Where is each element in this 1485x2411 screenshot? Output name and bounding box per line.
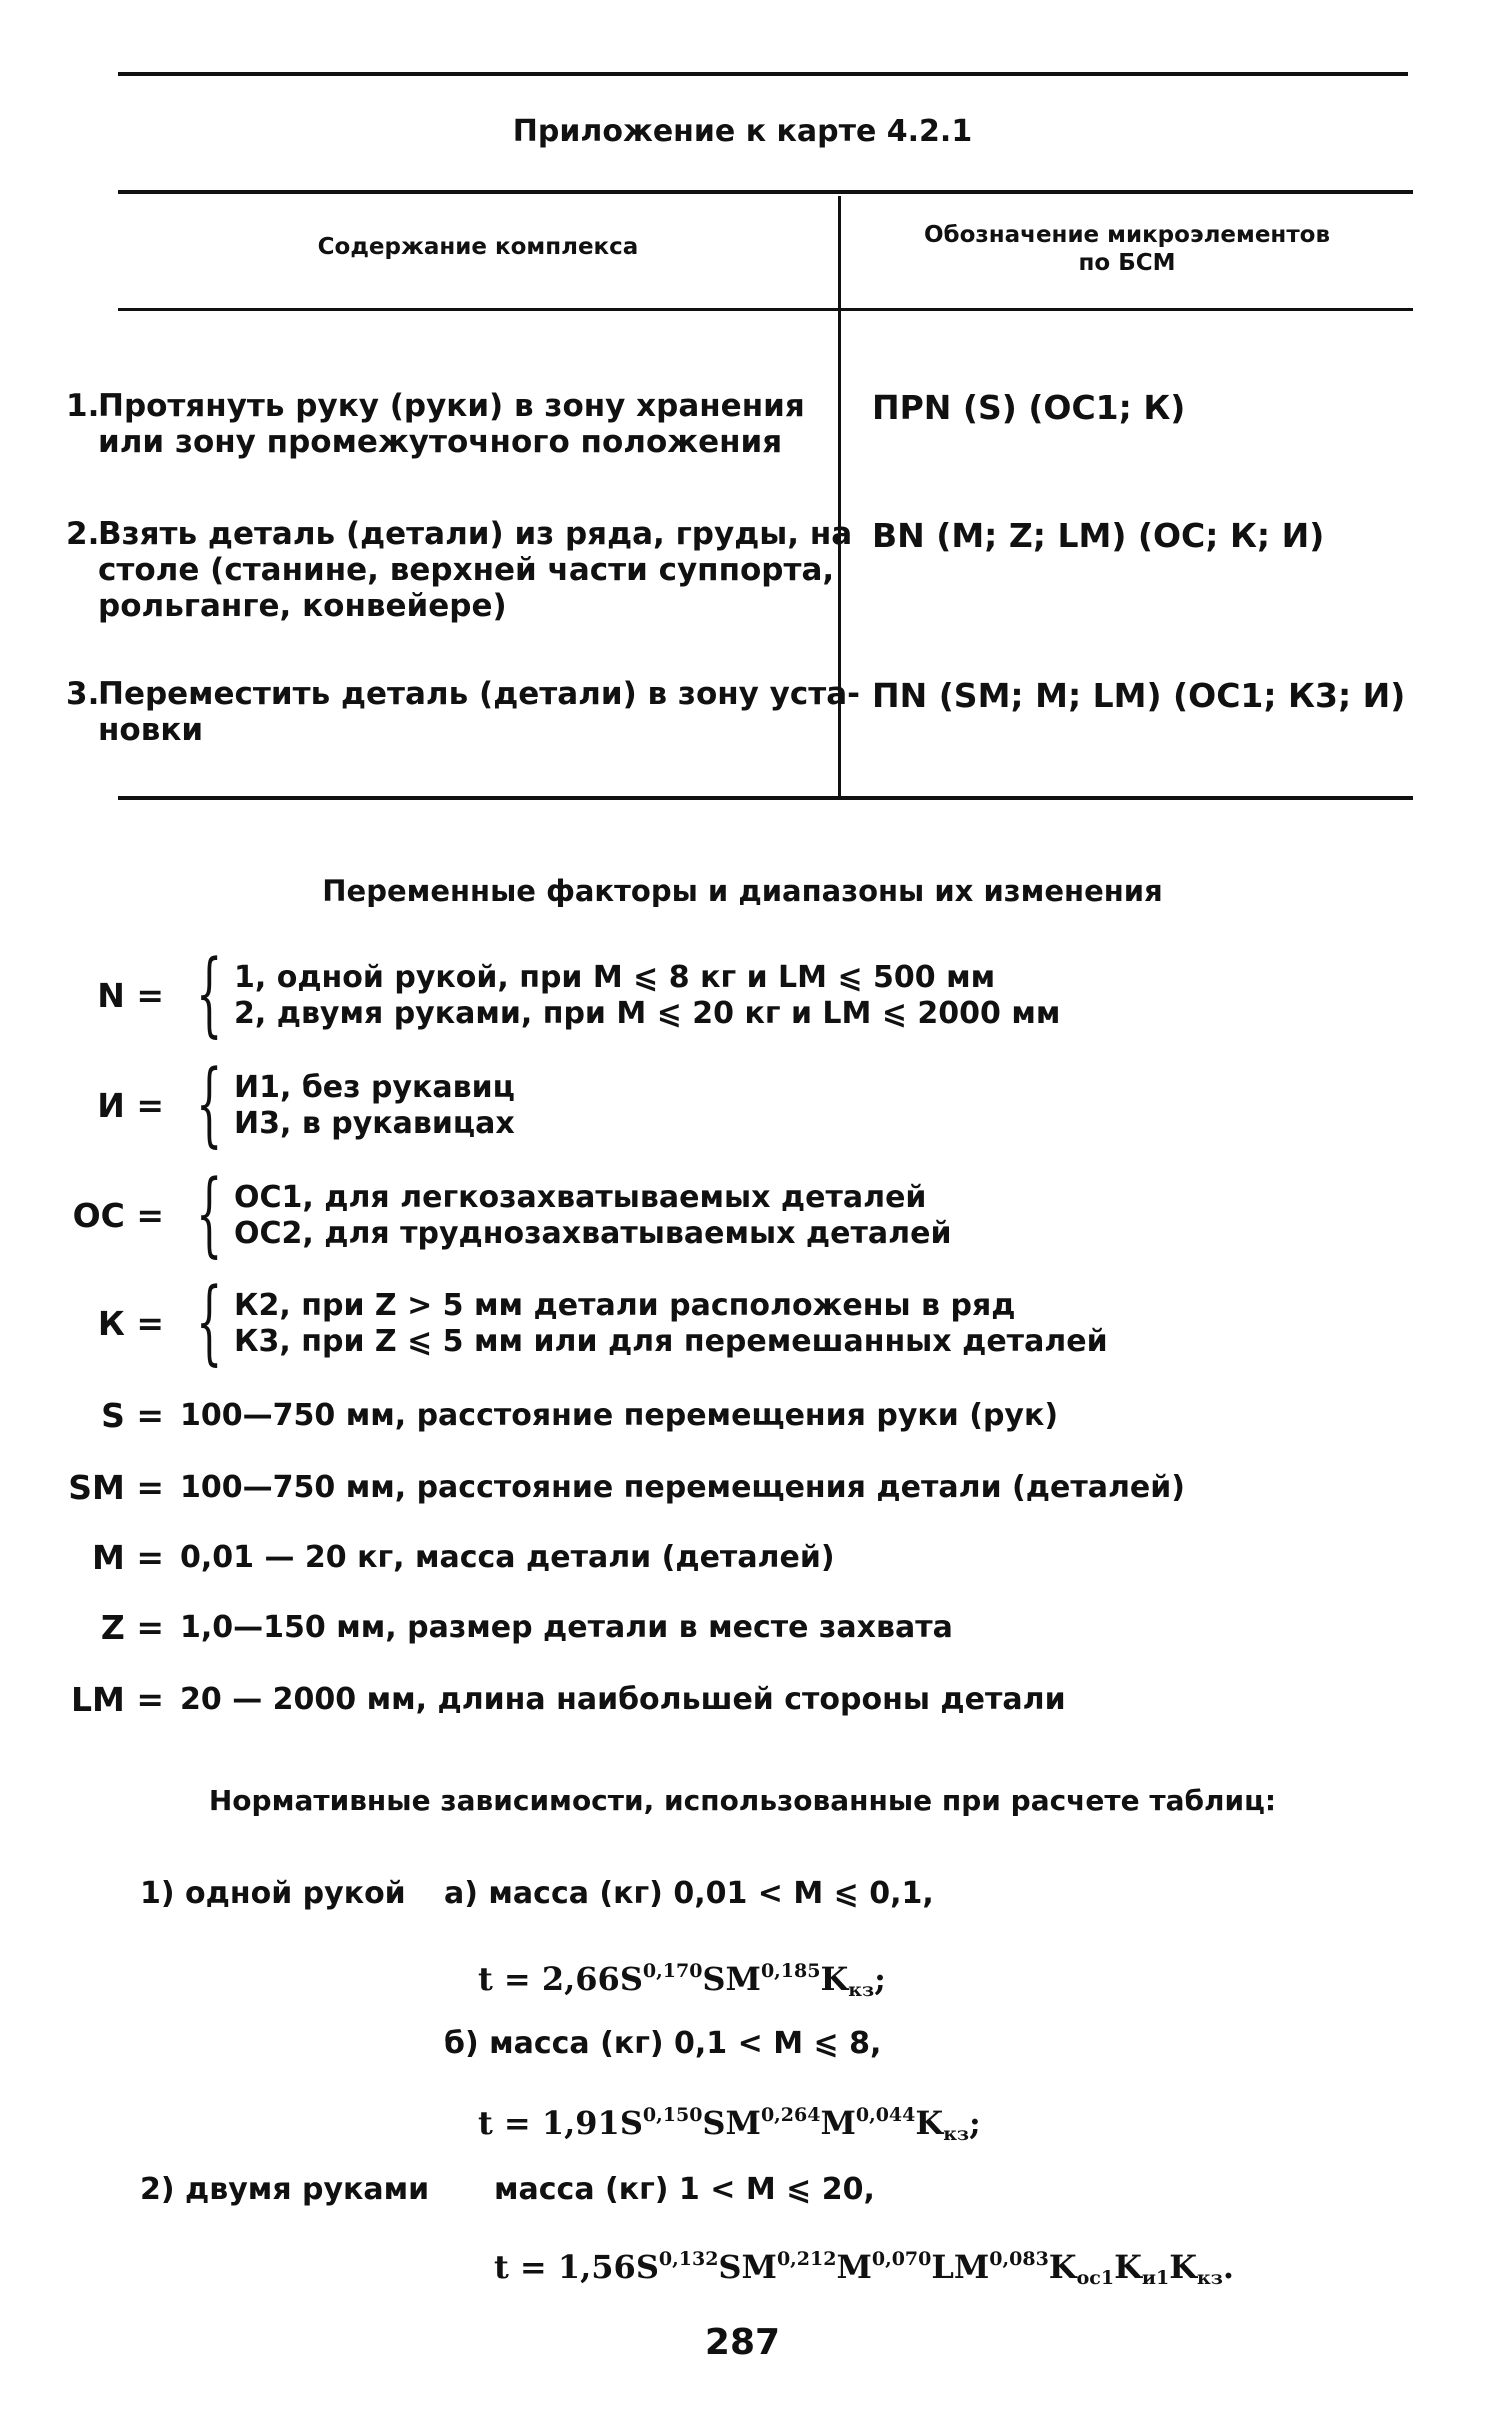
factor-i-label: И = <box>97 1086 164 1125</box>
factor-k-brace: { <box>196 1268 223 1375</box>
factor-k-option-2: К3, при Z ⩽ 5 мм или для перемешанных деталей <box>234 1324 1108 1359</box>
column-header-codes-line1: Обозначение микроэлементов <box>923 222 1331 248</box>
table-row-3-line-2: новки <box>98 712 204 748</box>
factor-n-option-2: 2, двумя руками, при M ⩽ 20 кг и LM ⩽ 2000 мм <box>234 996 1061 1031</box>
appendix-title: Приложение к карте 4.2.1 <box>512 114 973 149</box>
table-row-3-number: 3. <box>66 676 100 712</box>
range-lm-label: LM = <box>70 1680 164 1719</box>
top-rule <box>118 72 1408 76</box>
table-row-1-code: ПРN (S) (ОС1; К) <box>872 388 1186 427</box>
factor-os-option-2: ОС2, для труднозахватываемых деталей <box>234 1216 952 1251</box>
case-1a-condition: а) масса (кг) 0,01 < M ⩽ 0,1, <box>444 1876 934 1911</box>
factor-n-brace: { <box>196 940 223 1047</box>
range-lm-text: 20 — 2000 мм, длина наибольшей стороны детали <box>180 1682 1066 1717</box>
table-row-3-line-1: Переместить деталь (детали) в зону уста- <box>98 676 860 712</box>
case-2-condition: масса (кг) 1 < M ⩽ 20, <box>494 2172 875 2207</box>
range-s-label: S = <box>101 1396 164 1435</box>
range-z-label: Z = <box>100 1608 164 1647</box>
range-m-text: 0,01 — 20 кг, масса детали (деталей) <box>180 1540 835 1575</box>
table-row-3-code: ПN (SM; M; LM) (ОС1; К3; И) <box>872 676 1406 715</box>
range-z-text: 1,0—150 мм, размер детали в месте захвата <box>180 1610 953 1645</box>
factor-os-label: ОС = <box>72 1196 164 1235</box>
factor-i-option-2: И3, в рукавицах <box>234 1106 515 1141</box>
table-row-1-number: 1. <box>66 388 100 424</box>
table-top-rule <box>118 190 1413 194</box>
factor-k-label: К = <box>97 1304 164 1343</box>
range-s-text: 100—750 мм, расстояние перемещения руки (рук) <box>180 1398 1059 1433</box>
table-row-2-number: 2. <box>66 516 100 552</box>
table-row-2-line-2: столе (станине, верхней части суппорта, <box>98 552 835 588</box>
case-1b-condition: б) масса (кг) 0,1 < M ⩽ 8, <box>444 2026 882 2061</box>
table-row-2-line-3: рольганге, конвейере) <box>98 588 507 624</box>
factor-k-option-1: К2, при Z > 5 мм детали расположены в ряд <box>234 1288 1016 1323</box>
table-bottom-rule <box>118 796 1413 800</box>
factor-i-option-1: И1, без рукавиц <box>234 1070 515 1105</box>
page-number: 287 <box>704 2322 781 2363</box>
case-1a-formula: $t = 2,66S^{0,170}SM^{0,185}K_{кз}$; <box>478 1960 886 2001</box>
column-header-codes-line2: по БСМ <box>1078 250 1176 276</box>
table-row-2-line-1: Взять деталь (детали) из ряда, груды, на <box>98 516 853 552</box>
table-row-2-code: BN (M; Z; LM) (ОС; К; И) <box>872 516 1325 555</box>
factor-n-option-1: 1, одной рукой, при M ⩽ 8 кг и LM ⩽ 500 мм <box>234 960 996 995</box>
case-1b-formula: $t = 1,91S^{0,150}SM^{0,264}M^{0,044}K_{кз}$; <box>478 2104 981 2145</box>
table-row-1-line-1: Протянуть руку (руки) в зону хранения <box>98 388 805 424</box>
range-sm-label: SM = <box>68 1468 164 1507</box>
case-2-label: 2) двумя руками <box>140 2172 430 2207</box>
factor-n-label: N = <box>97 976 164 1015</box>
table-header-rule <box>118 308 1413 311</box>
column-header-content: Содержание комплекса <box>317 234 639 260</box>
factor-os-brace: { <box>196 1160 223 1267</box>
table-row-1-line-2: или зону промежуточного положения <box>98 424 783 460</box>
factor-i-brace: { <box>196 1050 223 1157</box>
range-m-label: M = <box>92 1538 164 1577</box>
factors-title: Переменные факторы и диапазоны их изменения <box>322 874 1163 908</box>
case-1-label: 1) одной рукой <box>140 1876 406 1911</box>
range-sm-text: 100—750 мм, расстояние перемещения детали (деталей) <box>180 1470 1185 1505</box>
case-2-formula: $t = 1,56S^{0,132}SM^{0,212}M^{0,070}LM^{0,083}K_{ос1}K_{и1}K_{кз}$. <box>494 2248 1235 2289</box>
formulas-title: Нормативные зависимости, использованные при расчете таблиц: <box>208 1784 1277 1817</box>
factor-os-option-1: ОС1, для легкозахватываемых деталей <box>234 1180 927 1215</box>
